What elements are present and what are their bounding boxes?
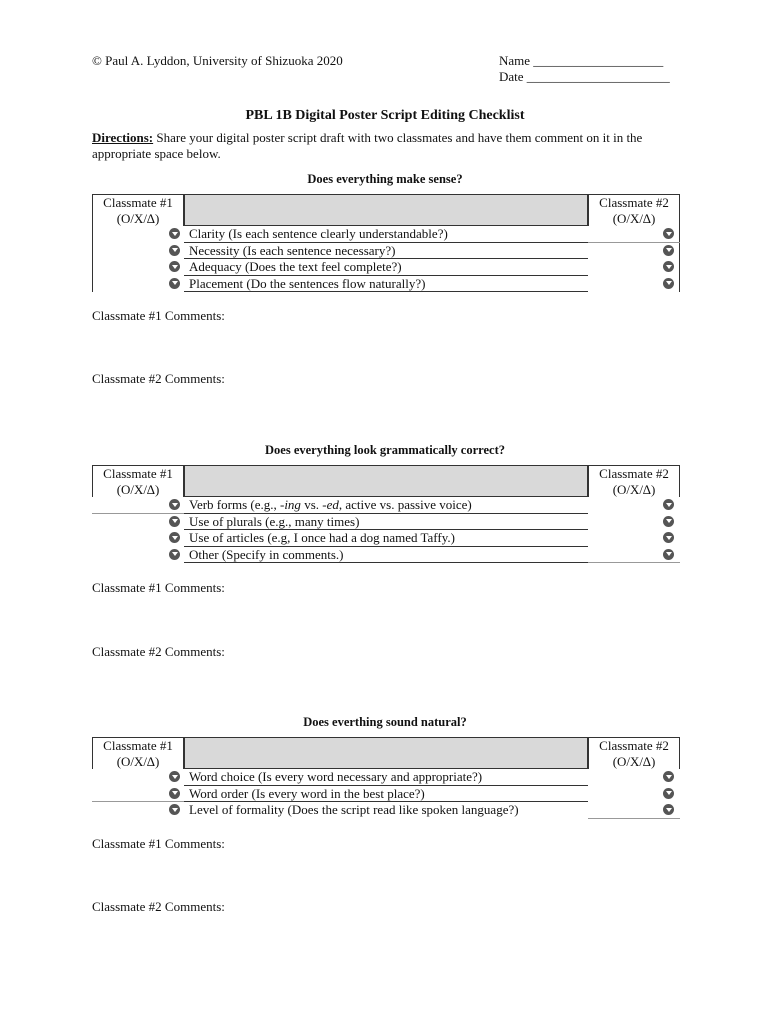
classmate2-rating-dropdown[interactable]: [663, 261, 674, 272]
classmate1-comments-label[interactable]: Classmate #1 Comments:: [92, 836, 225, 851]
classmate2-rating-dropdown[interactable]: [663, 499, 674, 510]
classmate1-rating-dropdown[interactable]: [169, 499, 180, 510]
classmate2-rating-dropdown[interactable]: [663, 245, 674, 256]
page-title: PBL 1B Digital Poster Script Editing Checklist: [245, 108, 525, 123]
checklist-table: [92, 194, 680, 292]
classmate2-rating-dropdown[interactable]: [663, 771, 674, 782]
classmate1-rating-dropdown[interactable]: [169, 804, 180, 815]
checklist-table: [92, 737, 680, 819]
classmate1-header: Classmate #1 (O/X/∆): [92, 465, 184, 497]
checklist-item: Adequacy (Does the text feel complete?): [184, 259, 588, 276]
section-title: Does everything make sense?: [307, 172, 463, 186]
table-row: [92, 243, 680, 260]
directions-text: Share your digital poster script draft with two classmates and have them comment on it in the appropriate space below.: [92, 130, 643, 161]
classmate1-rating-dropdown[interactable]: [169, 278, 180, 289]
table-row: [92, 786, 680, 803]
table-header-blank: [184, 465, 588, 497]
classmate2-header: Classmate #2 (O/X/∆): [588, 465, 680, 497]
directions: [92, 130, 682, 162]
checklist-item: Verb forms (e.g., -ing vs. -ed, active vs. passive voice): [184, 497, 588, 514]
table-row: [92, 259, 680, 276]
checklist-item: Use of articles (e.g, I once had a dog named Taffy.): [184, 530, 588, 547]
classmate1-rating-dropdown[interactable]: [169, 245, 180, 256]
table-header-blank: [184, 737, 588, 769]
classmate1-comments-label[interactable]: Classmate #1 Comments:: [92, 308, 225, 323]
classmate1-comments-label[interactable]: Classmate #1 Comments:: [92, 580, 225, 595]
classmate1-rating-dropdown[interactable]: [169, 516, 180, 527]
table-row: [92, 547, 680, 564]
classmate2-rating-dropdown[interactable]: [663, 228, 674, 239]
table-header-blank: [184, 194, 588, 226]
checklist-item: Necessity (Is each sentence necessary?): [184, 243, 588, 260]
table-row: [92, 802, 680, 819]
classmate1-header: Classmate #1 (O/X/∆): [92, 737, 184, 769]
name-field[interactable]: Name ____________________: [499, 53, 664, 68]
copyright-line: © Paul A. Lyddon, University of Shizuoka 2020: [92, 53, 343, 68]
checklist-item: Use of plurals (e.g., many times): [184, 514, 588, 531]
checklist-item: Word order (Is every word in the best place?): [184, 786, 588, 803]
table-row: [92, 530, 680, 547]
classmate2-comments-label[interactable]: Classmate #2 Comments:: [92, 899, 225, 914]
classmate2-rating-dropdown[interactable]: [663, 278, 674, 289]
classmate1-rating-dropdown[interactable]: [169, 261, 180, 272]
classmate2-rating-dropdown[interactable]: [663, 788, 674, 799]
checklist-item: Word choice (Is every word necessary and appropriate?): [184, 769, 588, 786]
classmate1-rating-dropdown[interactable]: [169, 549, 180, 560]
classmate2-rating-dropdown[interactable]: [663, 532, 674, 543]
checklist-item: Level of formality (Does the script read like spoken language?): [189, 802, 519, 817]
table-row: [92, 226, 680, 243]
table-row: [92, 497, 680, 514]
table-row: [92, 769, 680, 786]
checklist-item: Other (Specify in comments.): [184, 547, 588, 564]
checklist-table: [92, 465, 680, 563]
checklist-item: Placement (Do the sentences flow naturally?): [184, 276, 588, 293]
classmate2-comments-label[interactable]: Classmate #2 Comments:: [92, 644, 225, 659]
table-row: [92, 514, 680, 531]
directions-label: Directions:: [92, 130, 154, 145]
section-title: Does everything look grammatically correct?: [265, 443, 505, 457]
classmate1-rating-dropdown[interactable]: [169, 788, 180, 799]
classmate2-rating-dropdown[interactable]: [663, 549, 674, 560]
classmate2-header: Classmate #2 (O/X/∆): [588, 194, 680, 226]
classmate2-rating-dropdown[interactable]: [663, 804, 674, 815]
classmate1-header: Classmate #1 (O/X/∆): [92, 194, 184, 226]
classmate2-header: Classmate #2 (O/X/∆): [588, 737, 680, 769]
classmate2-rating-dropdown[interactable]: [663, 516, 674, 527]
classmate1-rating-dropdown[interactable]: [169, 771, 180, 782]
table-row: [92, 276, 680, 293]
classmate2-comments-label[interactable]: Classmate #2 Comments:: [92, 371, 225, 386]
classmate1-rating-dropdown[interactable]: [169, 228, 180, 239]
checklist-item: Clarity (Is each sentence clearly understandable?): [184, 226, 588, 243]
section-title: Does everthing sound natural?: [303, 715, 467, 729]
date-field[interactable]: Date ______________________: [499, 69, 670, 84]
classmate1-rating-dropdown[interactable]: [169, 532, 180, 543]
